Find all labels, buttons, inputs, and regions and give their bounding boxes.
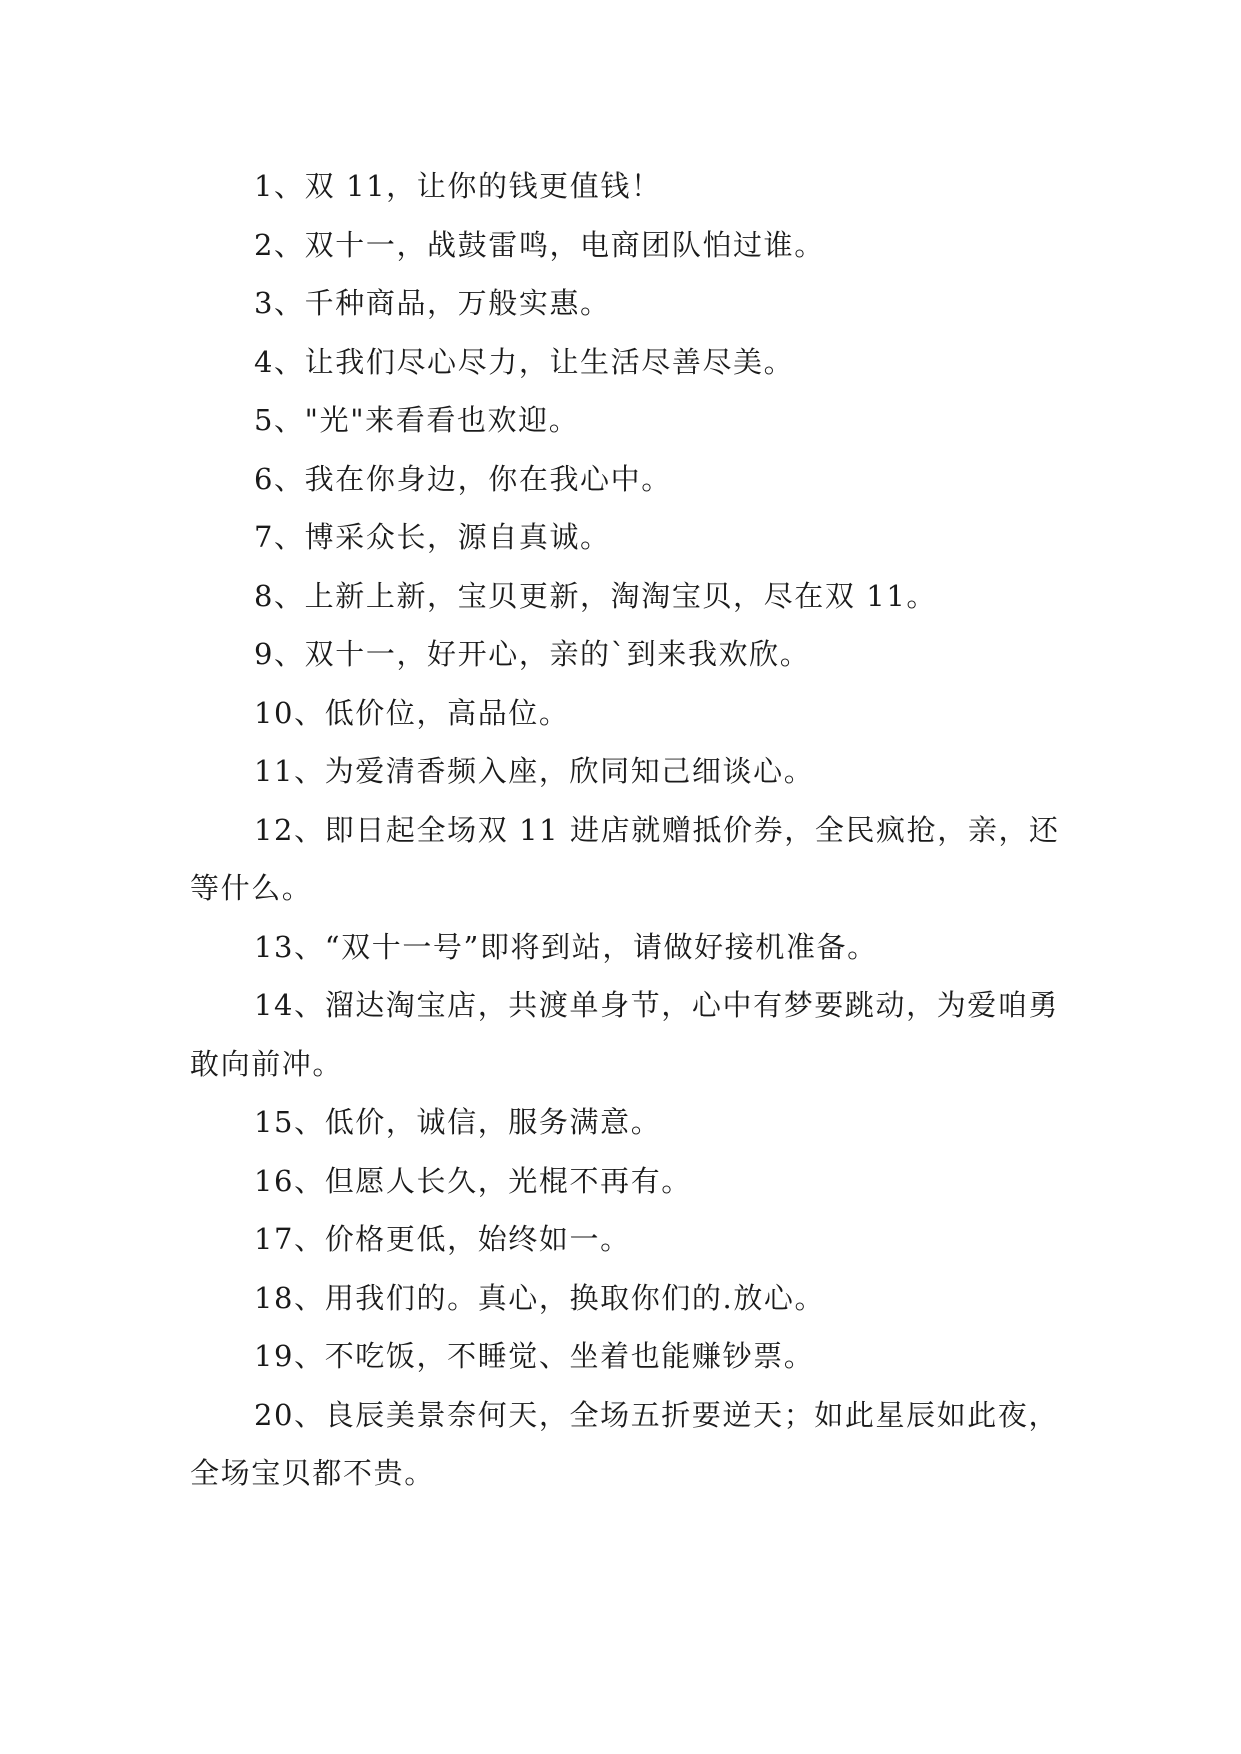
paragraph-10: 10、低价位，高品位。 <box>254 695 570 730</box>
paragraph-19: 19、不吃饭，不睡觉、坐着也能赚钞票。 <box>254 1339 815 1373</box>
paragraph-13: 13、“双十一号”即将到站，请做好接机准备。 <box>254 929 878 964</box>
paragraph-4: 4、让我们尽心尽力，让生活尽善尽美。 <box>254 344 795 379</box>
paragraph-8: 8、上新上新，宝贝更新，淘淘宝贝，尽在双 11。 <box>254 578 937 613</box>
paragraph-14: 14、溜达淘宝店，共渡单身节，心中有梦要跳动，为爱咱勇敢向前冲。 <box>190 988 1060 1081</box>
paragraph-6: 6、我在你身边，你在我心中。 <box>254 461 672 496</box>
paragraph-7: 7、博采众长，源自真诚。 <box>254 520 611 554</box>
paragraph-15: 15、低价，诚信，服务满意。 <box>254 1105 662 1139</box>
paragraph-17: 17、价格更低，始终如一。 <box>254 1222 631 1256</box>
document-body <box>190 157 1070 1503</box>
paragraph-3: 3、千种商品，万般实惠。 <box>254 286 611 320</box>
paragraph-11: 11、为爱清香频入座，欣同知己细谈心。 <box>254 754 815 788</box>
paragraph-5: 5、"光"来看看也欢迎。 <box>254 403 580 437</box>
paragraph-18: 18、用我们的。真心，换取你们的.放心。 <box>254 1280 826 1315</box>
paragraph-1: 1、双 11，让你的钱更值钱！ <box>254 169 662 203</box>
paragraph-9: 9、双十一，好开心，亲的`到来我欢欣。 <box>254 637 811 671</box>
paragraph-2: 2、双十一，战鼓雷鸣，电商团队怕过谁。 <box>254 227 825 262</box>
paragraph-12: 12、即日起全场双 11 进店就赠抵价券，全民疯抢，亲，还等什么。 <box>190 812 1060 905</box>
paragraph-20: 20、良辰美景奈何天，全场五折要逆天；如此星辰如此夜，全场宝贝都不贵。 <box>190 1397 1060 1490</box>
paragraph-16: 16、但愿人长久，光棍不再有。 <box>254 1163 692 1198</box>
